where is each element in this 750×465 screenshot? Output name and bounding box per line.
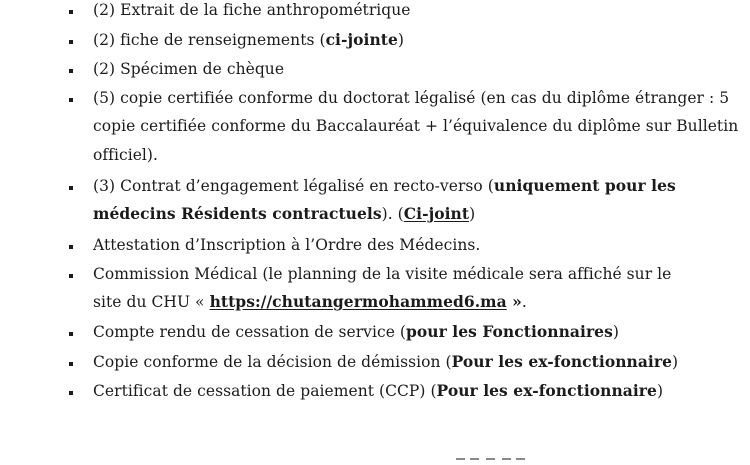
text-run: (2) Spécimen de chèque	[93, 60, 285, 78]
bullet-icon	[69, 186, 73, 190]
text-run: (2) Extrait de la fiche anthropométrique	[93, 1, 411, 19]
list-item-line	[93, 145, 158, 165]
text-run: (3) Contrat d’engagement légalisé en recto-verso (	[93, 177, 494, 195]
text-run: )	[469, 205, 476, 223]
text-run: Commission Médical (le planning de la visite médicale sera affiché sur le	[93, 265, 672, 283]
list-item-line	[93, 322, 619, 342]
list-item-line	[93, 88, 729, 108]
emphasis-text: uniquement pour les	[493, 176, 676, 195]
bullet-icon	[69, 10, 73, 14]
text-run: (5) copie certifiée conforme du doctorat légalisé (en cas du diplôme étranger : 5	[93, 89, 730, 107]
bullet-icon	[69, 245, 73, 249]
text-run: Certificat de cessation de paiement (CCP) (	[93, 382, 437, 400]
text-run: Compte rendu de cessation de service (	[93, 323, 406, 341]
list-item-line	[93, 235, 480, 255]
text-run: ). (	[381, 205, 404, 223]
emphasis-text: Pour les ex-fonctionnaire	[436, 381, 657, 400]
bullet-icon	[69, 40, 73, 44]
text-run: Attestation d’Inscription à l’Ordre des Médecins.	[93, 236, 481, 254]
bullet-icon	[69, 274, 73, 278]
emphasis-text: pour les Fonctionnaires	[406, 322, 613, 341]
text-run: )	[656, 382, 664, 400]
website-link[interactable]: https://chutangermohammed6.ma	[209, 292, 507, 311]
list-item-line	[93, 30, 404, 50]
bullet-icon	[69, 362, 73, 366]
text-run: officiel).	[93, 146, 159, 164]
list-item-line	[93, 59, 284, 79]
list-item-line	[93, 264, 671, 284]
emphasis-text: »	[506, 292, 522, 311]
text-run: site du CHU «	[93, 293, 210, 311]
list-item-line	[93, 292, 527, 312]
list-item-line	[93, 352, 678, 372]
bullet-icon	[69, 98, 73, 102]
bullet-icon	[69, 391, 73, 395]
cropped-text-fragment	[456, 458, 526, 465]
list-item-line	[93, 0, 411, 20]
list-item-line	[93, 381, 663, 401]
text-run: )	[612, 323, 619, 341]
list-item-line	[93, 204, 475, 224]
text-run: copie certifiée conforme du Baccalauréat + l’équivalence du diplôme sur Bulletin	[93, 117, 739, 135]
list-item-line	[93, 176, 676, 196]
list-item-line	[93, 116, 738, 136]
bullet-icon	[69, 332, 73, 336]
text-run: Copie conforme de la décision de démission (	[93, 353, 452, 371]
emphasis-text: ci-jointe	[325, 30, 398, 49]
text-run: (2) fiche de renseignements (	[93, 31, 326, 49]
emphasis-text: Ci-joint	[403, 204, 470, 223]
emphasis-text: médecins Résidents contractuels	[93, 204, 382, 223]
text-run: )	[672, 353, 679, 371]
bullet-icon	[69, 69, 73, 73]
text-run: .	[521, 293, 527, 311]
text-run: )	[397, 31, 405, 49]
emphasis-text: Pour les ex-fonctionnaire	[451, 352, 673, 371]
